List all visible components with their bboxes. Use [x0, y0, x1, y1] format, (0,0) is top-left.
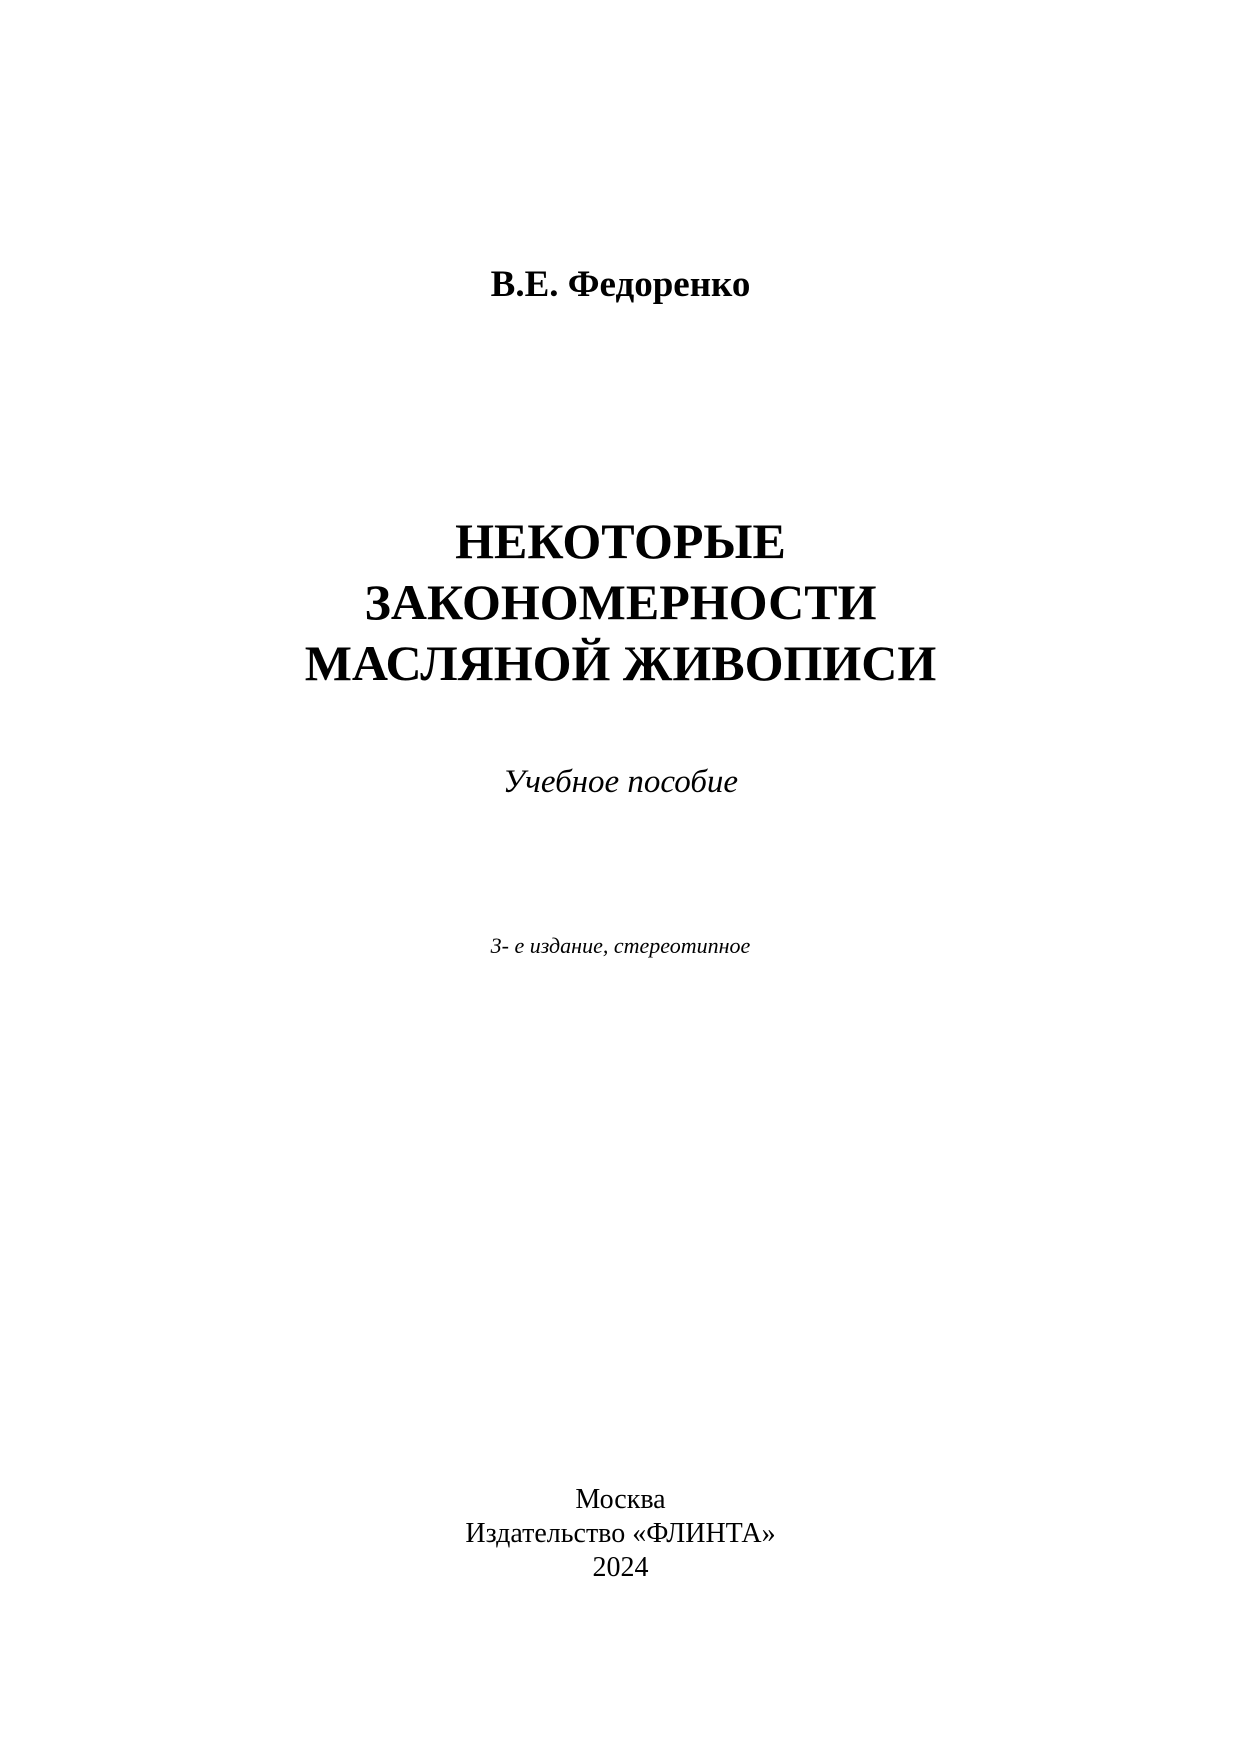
title-line-2: ЗАКОНОМЕРНОСТИ: [364, 574, 877, 630]
imprint-publisher: Издательство «ФЛИНТА»: [465, 1518, 776, 1549]
edition-note: 3- е издание, стереотипное: [490, 933, 751, 958]
subtitle: Учебное пособие: [502, 764, 739, 800]
title-line-1: НЕКОТОРЫЕ: [455, 513, 786, 569]
imprint-year: 2024: [592, 1552, 649, 1583]
author-name: В.Е. Федоренко: [490, 264, 751, 305]
title-line-3: МАСЛЯНОЙ ЖИВОПИСИ: [304, 635, 937, 691]
imprint-city: Москва: [575, 1484, 666, 1515]
